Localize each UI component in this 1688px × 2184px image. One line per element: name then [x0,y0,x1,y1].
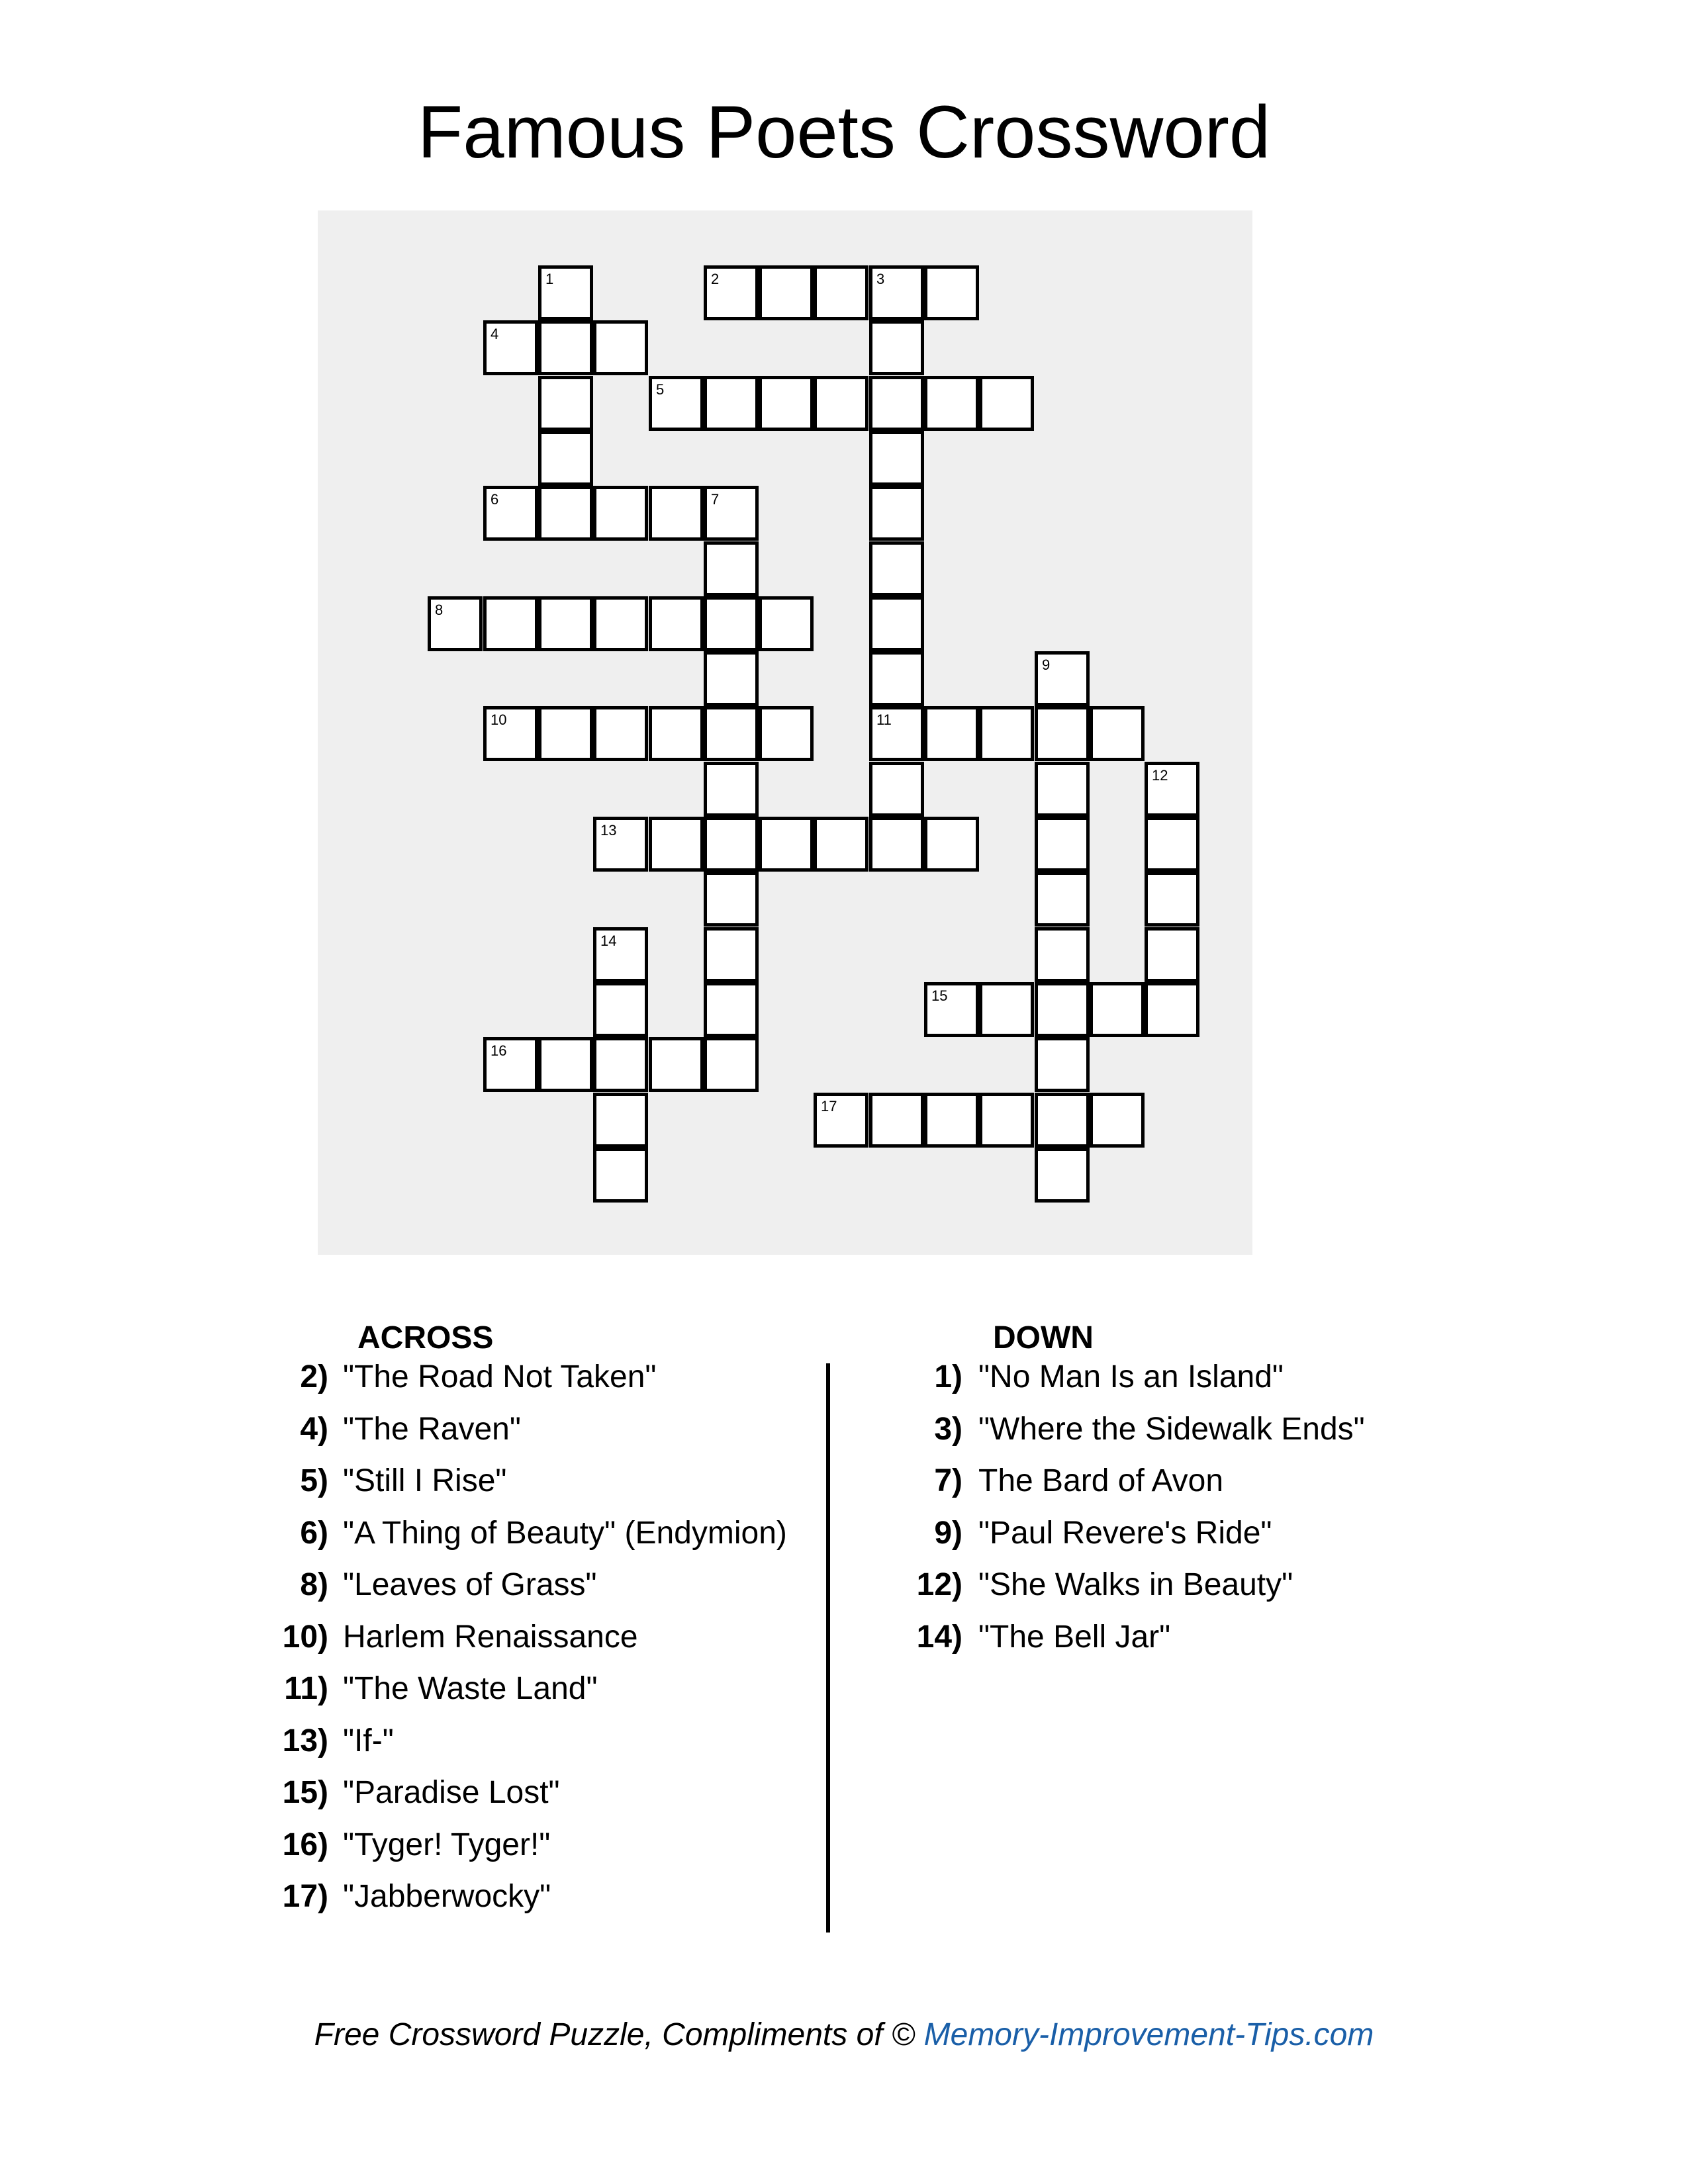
clue-text: "Where the Sidewalk Ends" [978,1411,1365,1447]
cell-number: 11 [876,711,892,728]
grid-cell[interactable] [593,486,648,541]
clue-number: 1) [934,1359,962,1394]
grid-cell[interactable] [593,982,648,1037]
grid-cell[interactable] [704,982,759,1037]
grid-cell[interactable] [704,651,759,706]
clue-text: "A Thing of Beauty" (Endymion) [343,1515,787,1551]
grid-cell[interactable] [759,376,814,431]
cell-number: 9 [1042,657,1051,673]
clue-text: "Paradise Lost" [343,1775,560,1810]
clue-number: 2) [300,1359,328,1394]
cell-number: 5 [656,381,665,398]
grid-cell[interactable] [593,1093,648,1148]
grid-cell[interactable] [649,706,704,761]
grid-cell[interactable] [538,596,593,651]
down-clue [0,1404,1688,1455]
grid-cell-10[interactable] [483,706,538,761]
grid-cell[interactable] [704,541,759,596]
grid-cell[interactable] [979,1093,1034,1148]
down-clue [0,1508,1688,1559]
grid-cell[interactable] [704,596,759,651]
across-clue [0,1871,1688,1923]
grid-cell[interactable] [759,596,814,651]
clue-number: 9) [934,1515,962,1551]
grid-cell[interactable] [1145,927,1199,982]
grid-cell[interactable] [593,706,648,761]
clue-number: 4) [300,1411,328,1447]
clue-number: 8) [300,1567,328,1602]
footer-text: Free Crossword Puzzle, Compliments of © [314,2017,924,2052]
grid-cell[interactable] [979,376,1034,431]
grid-cell[interactable] [704,927,759,982]
grid-cell[interactable] [538,320,593,375]
grid-cell-16[interactable] [483,1037,538,1092]
cell-number: 2 [711,271,720,287]
cell-number: 1 [545,271,554,287]
cell-number: 3 [876,271,885,287]
grid-cell[interactable] [1035,927,1090,982]
grid-cell[interactable] [814,265,868,320]
grid-cell[interactable] [593,320,648,375]
cell-number: 10 [491,711,507,728]
cell-number: 7 [711,491,720,508]
grid-cell[interactable] [869,817,924,872]
grid-cell[interactable] [704,762,759,817]
grid-cell-7[interactable] [704,486,759,541]
clue-text: "She Walks in Beauty" [978,1567,1293,1602]
grid-cell[interactable] [538,486,593,541]
grid-cell[interactable] [979,706,1034,761]
grid-cell[interactable] [759,706,814,761]
grid-cell[interactable] [869,651,924,706]
across-clue [0,1715,1688,1767]
grid-cell[interactable] [649,1037,704,1092]
grid-cell[interactable] [704,376,759,431]
grid-cell[interactable] [593,1037,648,1092]
grid-cell[interactable] [979,982,1034,1037]
cell-number: 15 [931,987,948,1004]
grid-cell-13[interactable] [593,817,648,872]
grid-cell[interactable] [538,376,593,431]
crossword-grid [318,210,1252,1255]
clue-number: 11) [284,1671,328,1706]
grid-cell[interactable] [814,376,868,431]
cell-number: 17 [821,1098,837,1115]
cell-number: 6 [491,491,499,508]
grid-cell[interactable] [1090,982,1145,1037]
grid-cell[interactable] [704,872,759,927]
page-title: Famous Poets Crossword [417,91,1271,173]
across-heading: ACROSS [357,1320,494,1355]
clue-number: 3) [934,1411,962,1447]
grid-cell[interactable] [869,320,924,375]
grid-cell-3[interactable] [869,265,924,320]
grid-cell-15[interactable] [924,982,979,1037]
cell-number: 13 [600,822,617,839]
grid-cell[interactable] [1145,817,1199,872]
cell-number: 4 [491,326,499,342]
cell-number: 16 [491,1042,507,1059]
grid-cell[interactable] [483,596,538,651]
grid-cell-2[interactable] [704,265,759,320]
clue-number: 14) [916,1619,962,1655]
grid-cell[interactable] [593,596,648,651]
grid-cell[interactable] [1035,817,1090,872]
grid-cell[interactable] [924,817,979,872]
clue-text: "The Road Not Taken" [343,1359,657,1394]
grid-cell-12[interactable] [1145,762,1199,817]
cell-number: 8 [435,602,444,618]
grid-cell-8[interactable] [428,596,483,651]
across-clue [0,1767,1688,1819]
grid-cell[interactable] [538,706,593,761]
clue-number: 12) [916,1567,962,1602]
grid-cell[interactable] [759,817,814,872]
grid-cell-6[interactable] [483,486,538,541]
grid-cell-5[interactable] [649,376,704,431]
down-clue [0,1351,1688,1403]
grid-cell[interactable] [649,486,704,541]
clue-text: "If-" [343,1723,394,1758]
down-heading: DOWN [993,1320,1094,1355]
clue-text: "The Waste Land" [343,1671,598,1706]
grid-cell[interactable] [1090,1093,1145,1148]
grid-cell-4[interactable] [483,320,538,375]
grid-cell[interactable] [1090,706,1145,761]
grid-cell[interactable] [649,596,704,651]
clue-number: 10) [282,1619,328,1655]
grid-cell[interactable] [1035,982,1090,1037]
grid-cell[interactable] [704,817,759,872]
grid-cell-11[interactable] [869,706,924,761]
down-clue [0,1559,1688,1611]
grid-cell[interactable] [1035,1093,1090,1148]
grid-cell[interactable] [538,1037,593,1092]
grid-cell[interactable] [759,265,814,320]
grid-cell[interactable] [814,817,868,872]
clue-number: 7) [934,1463,962,1498]
down-clue [0,1455,1688,1507]
grid-cell[interactable] [869,541,924,596]
grid-cell[interactable] [704,706,759,761]
clue-text: "Jabberwocky" [343,1879,551,1914]
grid-cell[interactable] [869,1093,924,1148]
cell-number: 12 [1152,767,1168,784]
footer-credit [0,2015,1688,2055]
grid-cell[interactable] [924,376,979,431]
grid-cell[interactable] [924,706,979,761]
grid-cell[interactable] [1145,872,1199,927]
grid-cell[interactable] [869,762,924,817]
clue-number: 16) [282,1827,328,1862]
clue-text: "Leaves of Grass" [343,1567,597,1602]
grid-cell[interactable] [704,1037,759,1092]
clue-number: 5) [300,1463,328,1498]
across-clue [0,1663,1688,1715]
grid-cell-1[interactable] [538,265,593,320]
clue-text: Harlem Renaissance [343,1619,638,1655]
footer-link[interactable]: Memory-Improvement-Tips.com [923,2017,1374,2052]
down-clue [0,1612,1688,1663]
grid-cell[interactable] [924,265,979,320]
grid-cell[interactable] [538,431,593,486]
clues-section [0,1304,1688,1939]
clue-text: The Bard of Avon [978,1463,1224,1498]
grid-cell[interactable] [924,1093,979,1148]
grid-cell[interactable] [869,431,924,486]
cell-number: 14 [600,933,617,949]
clue-text: "Paul Revere's Ride" [978,1515,1272,1551]
grid-cell[interactable] [593,1148,648,1203]
grid-cell[interactable] [1035,1037,1090,1092]
grid-cell[interactable] [649,817,704,872]
grid-cell[interactable] [1035,872,1090,927]
grid-cell-9[interactable] [1035,651,1090,706]
clue-text: "The Bell Jar" [978,1619,1171,1655]
clue-text: "Still I Rise" [343,1463,507,1498]
clue-number: 15) [282,1775,328,1810]
clue-number: 6) [300,1515,328,1551]
clue-number: 17) [282,1879,328,1914]
grid-cell-17[interactable] [814,1093,868,1148]
grid-cell[interactable] [1035,762,1090,817]
clue-text: "No Man Is an Island" [978,1359,1284,1394]
grid-cell[interactable] [869,486,924,541]
clue-text: "The Raven" [343,1411,521,1447]
clue-number: 13) [282,1723,328,1758]
clue-column-divider [826,1363,830,1933]
grid-cell[interactable] [869,596,924,651]
grid-cell[interactable] [869,376,924,431]
grid-cell[interactable] [1145,982,1199,1037]
grid-cell-14[interactable] [593,927,648,982]
clue-text: "Tyger! Tyger!" [343,1827,551,1862]
across-clue [0,1819,1688,1871]
grid-cell[interactable] [1035,706,1090,761]
grid-cell[interactable] [1035,1148,1090,1203]
